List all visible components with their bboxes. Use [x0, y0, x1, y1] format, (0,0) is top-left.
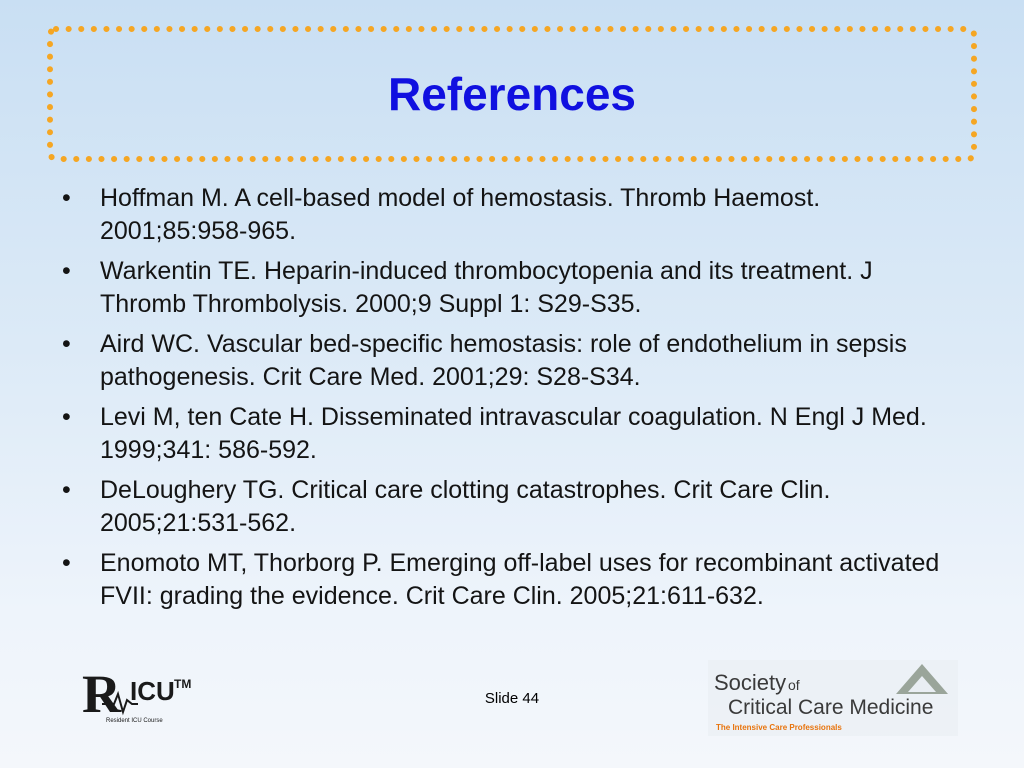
reference-item — [62, 547, 962, 613]
reference-text: DeLoughery TG. Critical care clotting catastrophes. Crit Care Clin. 2005;21:531-562. — [100, 476, 831, 537]
reference-text: Hoffman M. A cell-based model of hemostasis. Thromb Haemost. 2001;85:958-965. — [100, 184, 821, 245]
ricu-logo-icu: ICU — [130, 676, 175, 706]
reference-item — [62, 328, 962, 394]
sccm-logo — [708, 660, 958, 736]
slide-number: Slide 44 — [484, 690, 540, 707]
ricu-logo-caption: Resident ICU Course — [106, 718, 163, 724]
reference-item — [62, 401, 962, 467]
bullet-icon: • — [62, 476, 71, 504]
bullet-icon: • — [62, 403, 71, 431]
sccm-logo-society: Society — [714, 670, 787, 695]
bullet-icon: • — [62, 257, 71, 285]
reference-text: Aird WC. Vascular bed-specific hemostasis: role of endothelium in sepsis pathogenesis. Crit Care Med. 2001;29: S28-S34. — [100, 330, 907, 391]
title-frame — [45, 24, 979, 164]
reference-text: Enomoto MT, Thorborg P. Emerging off-label uses for recombinant activated FVII: grading the evidence. Crit Care Clin. 2005;21:611-632. — [100, 549, 940, 610]
reference-list — [62, 182, 962, 620]
reference-item — [62, 182, 962, 248]
sccm-logo-tagline: The Intensive Care Professionals — [716, 723, 842, 732]
reference-item — [62, 255, 962, 321]
bullet-icon: • — [62, 330, 71, 358]
ricu-logo-tm: TM — [174, 677, 192, 691]
ricu-logo — [80, 664, 200, 726]
slide-title: References — [387, 68, 637, 120]
reference-text: Warkentin TE. Heparin-induced thrombocytopenia and its treatment. J Thromb Thrombolysis. 2000;9 Suppl 1: S29-S35. — [100, 257, 873, 318]
sccm-logo-name: Critical Care Medicine — [728, 696, 934, 719]
bullet-icon: • — [62, 184, 71, 212]
reference-text: Levi M, ten Cate H. Disseminated intravascular coagulation. N Engl J Med. 1999;341: 586-592. — [100, 403, 927, 464]
sccm-logo-of: of — [788, 677, 800, 693]
reference-item — [62, 474, 962, 540]
bullet-icon: • — [62, 549, 71, 577]
ricu-logo-mark: R — [82, 664, 121, 724]
